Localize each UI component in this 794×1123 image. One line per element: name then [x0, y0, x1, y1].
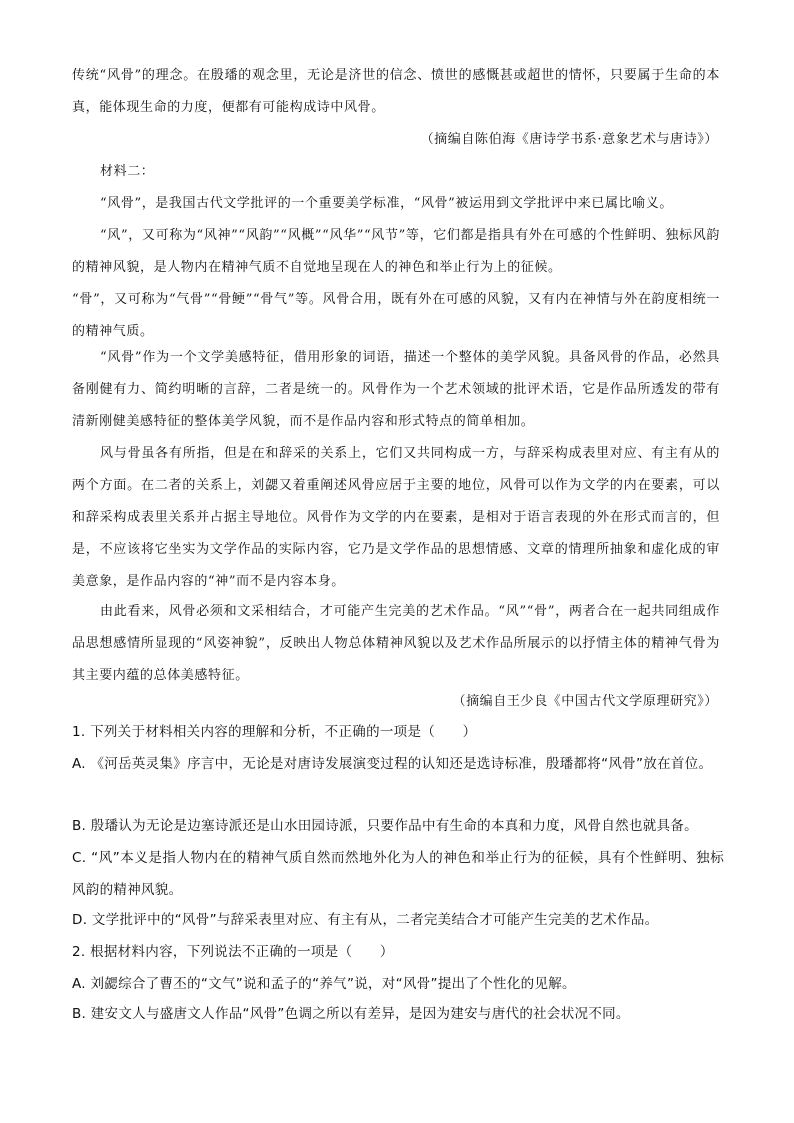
question1-stem: 1. 下列关于材料相关内容的理解和分析，不正确的一项是（ ） [72, 724, 477, 740]
question1-option-c: C. “风”本义是指人物内在的精神气质自然而然地外化为人的神色和举止行为的征候，具有个性鲜明、独标风韵的精神风貌。 [72, 850, 724, 898]
material2-paragraph-4: “风骨”作为一个文学美感特征，借用形象的词语，描述一个整体的美学风貌。具备风骨的作品，必然具备刚健有力、简约明晰的言辞，二者是统一的。风骨作为一个艺术领域的批评术语，它是作品所透发的带有清新刚健美感特征的整体美学风貌，而不是作品内容和形式特点的简单相加。 [72, 350, 720, 429]
material1-source: （摘编自陈伯海《唐诗学书系·意象艺术与唐诗》） [420, 132, 718, 147]
question1-option-d: D. 文学批评中的“风骨”与辞采表里对应、有主有从，二者完美结合才可能产生完美的艺术作品。 [72, 912, 659, 928]
question2-option-a: A. 刘勰综合了曹丕的“文气”说和孟子的“养气”说，对“风骨”提出了个性化的见解。 [72, 976, 576, 992]
material2-source: （摘编自王少良《中国古代文学原理研究》） [452, 694, 718, 709]
material2-paragraph-1: “风骨”，是我国古代文学批评的一个重要美学标准，“风骨”被运用到文学批评中来已属比喻义。 [100, 196, 673, 211]
question2-option-b: B. 建安文人与盛唐文人作品“风骨”色调之所以有差异，是因为建安与唐代的社会状况不同。 [72, 1006, 630, 1022]
material2-paragraph-2: “风”，又可称为“风神”“风韵”“风概”“风华”“风节”等，它们都是指具有外在可感的个性鲜明、独标风韵的精神风貌，是人物内在精神气质不自觉地呈现在人的神色和举止行为上的征候。 [72, 228, 720, 275]
question2-stem: 2. 根据材料内容，下列说法不正确的一项是（ ） [72, 944, 394, 960]
material1-paragraph-tail: 传统“风骨”的理念。在殷璠的观念里，无论是济世的信念、愤世的感慨甚或超世的情怀，只要属于生命的本真，能体现生命的力度，便都有可能构成诗中风骨。 [72, 68, 720, 115]
question1-option-a: A. 《河岳英灵集》序言中，无论是对唐诗发展演变过程的认知还是选诗标准，殷璠都将“风骨”放在首位。 [72, 756, 713, 772]
material2-paragraph-6: 由此看来，风骨必须和文采相结合，才可能产生完美的艺术作品。“风”“骨”，两者合在一起共同组成作品思想感情所显现的“风姿神貌”，反映出人物总体精神风貌以及艺术作品所展示的以抒情主体的精神气骨为其主要内蕴的总体美感特征。 [72, 604, 720, 683]
question1-option-b: B. 殷璠认为无论是边塞诗派还是山水田园诗派，只要作品中有生命的本真和力度，风骨自然也就具备。 [72, 818, 698, 834]
material2-paragraph-3: “骨”，又可称为“气骨”“骨鲠”“骨气”等。风骨合用，既有外在可感的风貌，又有内在神情与外在韵度相统一的精神气质。 [72, 292, 720, 339]
material2-heading: 材料二： [100, 164, 155, 179]
material2-paragraph-5: 风与骨虽各有所指，但是在和辞采的关系上，它们又共同构成一方，与辞采构成表里对应、有主有从的两个方面。在二者的关系上，刘勰又着重阐述风骨应居于主要的地位，风骨可以作为文学的内在要素，可以和辞采构成表里关系并占据主导地位。风骨作为文学的内在要素，是相对于语言表现的外在形式而言的，但是，不应该将它坐实为文学作品的实际内容，它乃是文学作品的思想情感、文章的情理所抽象和虚化成的审美意象，是作品内容的“神”而不是内容本身。 [72, 446, 720, 589]
